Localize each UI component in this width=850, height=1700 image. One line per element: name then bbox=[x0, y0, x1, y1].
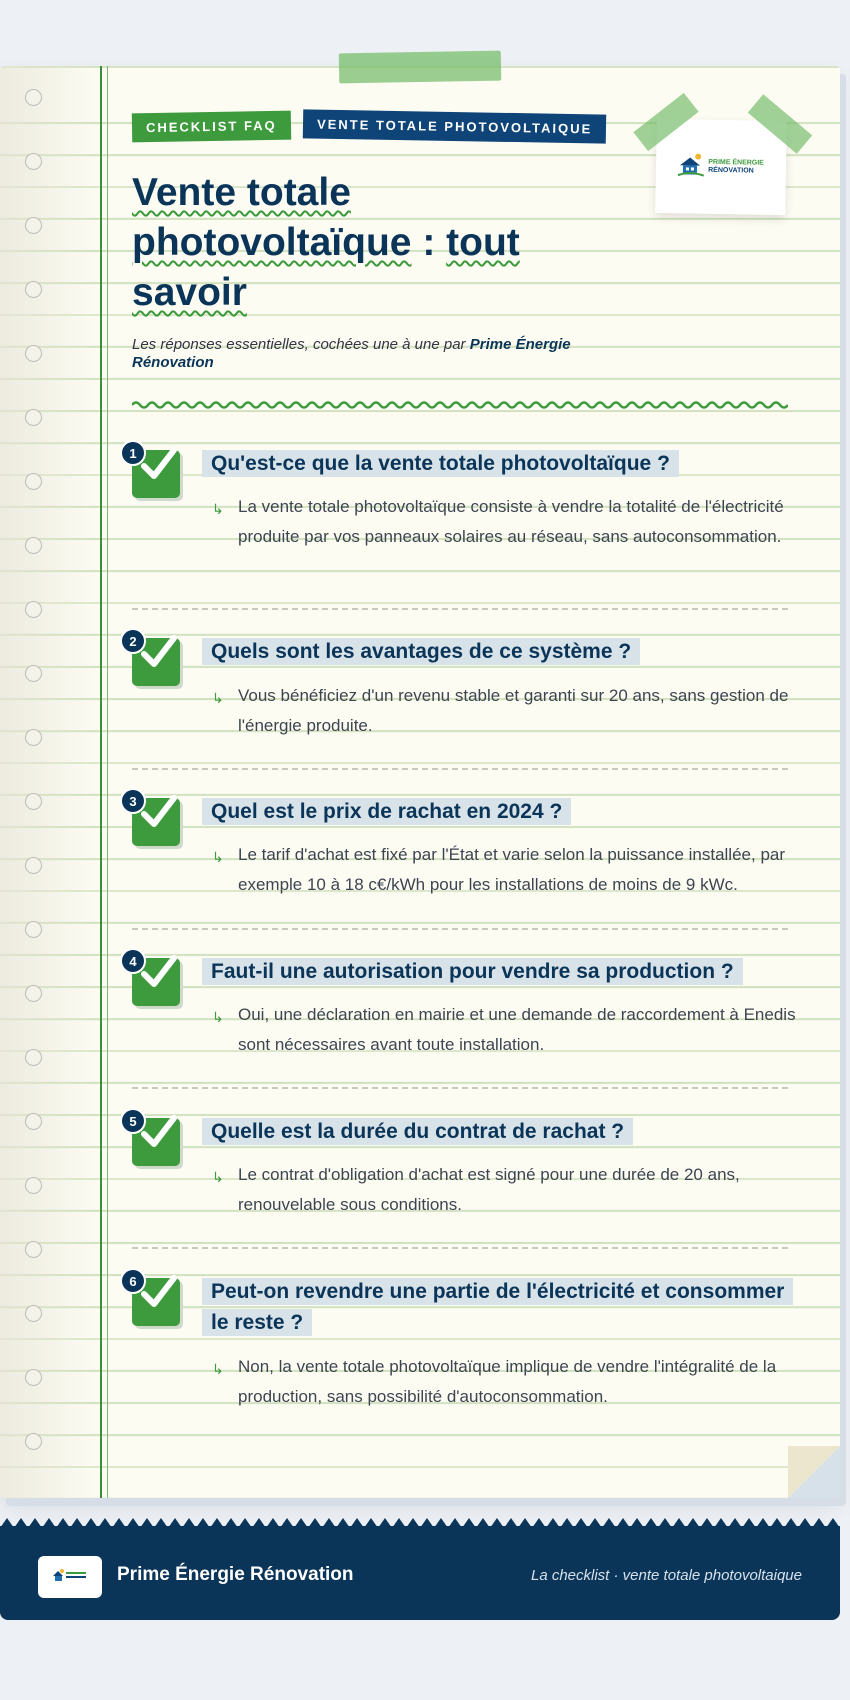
faq-answer: Le tarif d'achat est fixé par l'État et varie selon la puissance installée, par exemple 10 à 18 c€/kWh pour les installations de moins de 9 kWc. bbox=[238, 845, 786, 894]
logo-wordmark bbox=[708, 159, 764, 176]
faq-answer: Le contrat d'obligation d'achat est signé pour une durée de 20 ans, renouvelable sous conditions. bbox=[238, 1165, 740, 1214]
title-word: : bbox=[422, 221, 436, 264]
binder-shade bbox=[0, 66, 100, 1498]
title-word: photovoltaïque bbox=[132, 221, 412, 264]
question-text: Quelle est la durée du contrat de rachat ? bbox=[202, 1118, 633, 1145]
binder-hole bbox=[25, 1049, 42, 1066]
faq-question bbox=[202, 1276, 802, 1338]
binder-hole bbox=[25, 921, 42, 938]
tape-strip bbox=[339, 51, 501, 84]
binder-hole bbox=[25, 1177, 42, 1194]
faq-answer: Oui, une déclaration en mairie et une demande de raccordement à Enedis sont nécessaires avant toute installation. bbox=[238, 1005, 796, 1054]
arrow-icon: ↳ bbox=[212, 849, 224, 865]
binder-hole bbox=[25, 217, 42, 234]
page-corner-fold bbox=[788, 1446, 840, 1498]
binder-hole bbox=[25, 1369, 42, 1386]
binder-hole bbox=[25, 985, 42, 1002]
question-text: Faut-il une autorisation pour vendre sa production ? bbox=[202, 958, 743, 985]
faq-question bbox=[202, 796, 802, 827]
faq-question bbox=[202, 956, 802, 987]
arrow-icon: ↳ bbox=[212, 1169, 224, 1185]
dashed-separator bbox=[132, 928, 788, 930]
title-word: tout bbox=[446, 221, 520, 264]
subtitle-brand: Prime Énergie Rénovation bbox=[132, 336, 571, 371]
binder-hole bbox=[25, 537, 42, 554]
item-number-badge: 4 bbox=[120, 948, 146, 974]
dashed-separator bbox=[132, 1087, 788, 1089]
item-number-badge: 3 bbox=[120, 788, 146, 814]
question-text: Qu'est-ce que la vente totale photovoltaïque ? bbox=[202, 450, 679, 477]
binder-hole bbox=[25, 89, 42, 106]
binder-hole bbox=[25, 601, 42, 618]
binder-hole bbox=[25, 345, 42, 362]
arrow-icon: ↳ bbox=[212, 1009, 224, 1025]
arrow-icon: ↳ bbox=[212, 1361, 224, 1377]
item-number-badge: 6 bbox=[120, 1268, 146, 1294]
question-text: Quels sont les avantages de ce système ? bbox=[202, 638, 640, 665]
question-text: Quel est le prix de rachat en 2024 ? bbox=[202, 798, 571, 825]
binder-hole bbox=[25, 473, 42, 490]
footer-logo bbox=[38, 1556, 102, 1598]
faq-question bbox=[202, 1116, 802, 1147]
faq-question bbox=[202, 636, 802, 667]
faq-answer: Non, la vente totale photovoltaïque implique de vendre l'intégralité de la production, sans possibilité d'autoconsommation. bbox=[238, 1357, 777, 1406]
faq-answer: La vente totale photovoltaïque consiste à vendre la totalité de l'électricité produite par vos panneaux solaires au réseau, sans autoconsommation. bbox=[238, 497, 784, 546]
faq-answer: Vous bénéficiez d'un revenu stable et garanti sur 20 ans, sans gestion de l'énergie produite. bbox=[238, 686, 789, 735]
house-solar-logo-icon bbox=[52, 1568, 88, 1587]
binder-hole bbox=[25, 409, 42, 426]
binder-hole bbox=[25, 857, 42, 874]
item-number-badge: 5 bbox=[120, 1108, 146, 1134]
title-word: savoir bbox=[132, 271, 247, 314]
arrow-icon: ↳ bbox=[212, 501, 224, 517]
binder-hole bbox=[25, 729, 42, 746]
binder-hole bbox=[25, 153, 42, 170]
binder-hole bbox=[25, 1305, 42, 1322]
binder-hole bbox=[25, 1113, 42, 1130]
arrow-icon: ↳ bbox=[212, 690, 224, 706]
dashed-separator bbox=[132, 608, 788, 610]
question-text: Peut-on revendre une partie de l'électricité et consommer le reste ? bbox=[202, 1278, 793, 1336]
page-subtitle bbox=[132, 336, 602, 372]
logo-line-1: PRIME ÉNERGIE bbox=[708, 158, 764, 167]
binder-hole bbox=[25, 1241, 42, 1258]
brand-logo-card bbox=[655, 119, 787, 215]
margin-line bbox=[100, 66, 102, 1498]
house-solar-logo-icon bbox=[678, 152, 705, 181]
badge-checklist: CHECKLIST FAQ bbox=[132, 111, 291, 143]
dashed-separator bbox=[132, 768, 788, 770]
binder-hole bbox=[25, 665, 42, 682]
badge-row bbox=[132, 112, 606, 141]
subtitle-text: Les réponses essentielles, cochées une à une par bbox=[132, 336, 466, 353]
logo-line-2: RÉNOVATION bbox=[708, 166, 754, 175]
binder-hole bbox=[25, 793, 42, 810]
item-number-badge: 1 bbox=[120, 440, 146, 466]
binder-hole bbox=[25, 1433, 42, 1450]
title-word: Vente totale bbox=[132, 171, 351, 214]
binder-hole bbox=[25, 281, 42, 298]
faq-question bbox=[202, 448, 802, 479]
wavy-divider bbox=[132, 398, 788, 412]
item-number-badge: 2 bbox=[120, 628, 146, 654]
page-title bbox=[132, 168, 552, 318]
badge-topic: VENTE TOTALE PHOTOVOLTAIQUE bbox=[303, 109, 607, 143]
footer-brand-name: Prime Énergie Rénovation bbox=[117, 1564, 354, 1585]
dashed-separator bbox=[132, 1247, 788, 1249]
footer-tagline: La checklist · vente totale photovoltaique bbox=[530, 1567, 802, 1584]
margin-line-secondary bbox=[107, 66, 108, 1498]
